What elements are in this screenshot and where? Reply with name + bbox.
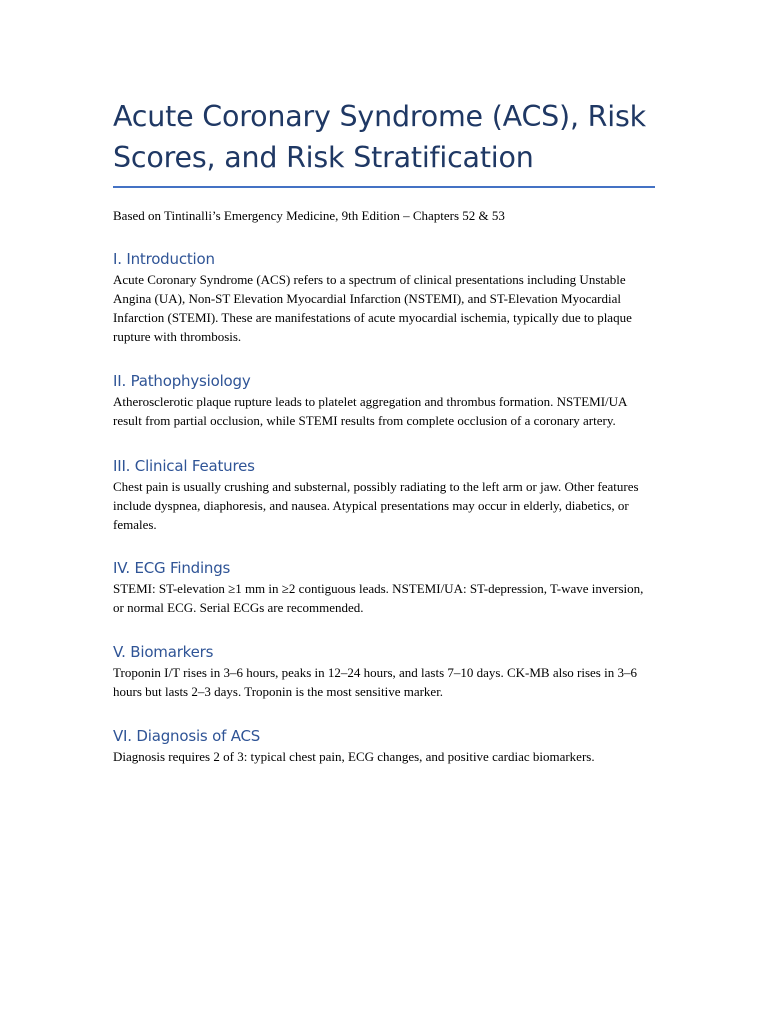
section-body: STEMI: ST-elevation ≥1 mm in ≥2 contiguous leads. NSTEMI/UA: ST-depression, T-wave inversion, or normal ECG. Serial ECGs are recommended. bbox=[113, 580, 644, 615]
document-page bbox=[113, 96, 655, 766]
section-diagnosis bbox=[113, 726, 655, 766]
section-body: Chest pain is usually crushing and substernal, possibly radiating to the left arm or jaw. Other features include dyspnea, diaphoresis, and nausea. Atypical presentations may occur in elderly, diabetics, or females. bbox=[113, 478, 639, 532]
section-pathophysiology bbox=[113, 371, 655, 430]
section-introduction bbox=[113, 249, 655, 346]
document-subtitle: Based on Tintinalli’s Emergency Medicine, 9th Edition – Chapters 52 & 53 bbox=[113, 208, 505, 223]
title-underline-rule bbox=[113, 186, 655, 188]
section-body: Acute Coronary Syndrome (ACS) refers to a spectrum of clinical presentations including Unstable Angina (UA), Non-ST Elevation Myocardial Infarction (NSTEMI), and ST-Elevation Myocardial Infarction (STEMI). These are manifestations of acute myocardial ischemia, typically due to plaque rupture with thrombosis. bbox=[113, 272, 632, 345]
section-heading: VI. Diagnosis of ACS bbox=[113, 727, 261, 746]
section-body: Troponin I/T rises in 3–6 hours, peaks in 12–24 hours, and lasts 7–10 days. CK-MB also rises in 3–6 hours but lasts 2–3 days. Troponin is the most sensitive marker. bbox=[113, 665, 637, 700]
section-heading: I. Introduction bbox=[113, 250, 215, 268]
section-biomarkers bbox=[113, 642, 655, 701]
section-heading: II. Pathophysiology bbox=[113, 372, 251, 391]
section-clinical-features bbox=[113, 456, 655, 534]
section-body: Atherosclerotic plaque rupture leads to platelet aggregation and thrombus formation. NSTEMI/UA result from partial occlusion, while STEMI results from complete occlusion of a coronary artery. bbox=[113, 394, 627, 429]
document-title: Acute Coronary Syndrome (ACS), Risk Scores, and Risk Stratification bbox=[113, 100, 646, 174]
section-heading: III. Clinical Features bbox=[113, 456, 255, 475]
section-body: Diagnosis requires 2 of 3: typical chest pain, ECG changes, and positive cardiac biomarkers. bbox=[113, 749, 595, 765]
section-heading: IV. ECG Findings bbox=[113, 558, 231, 577]
section-heading: V. Biomarkers bbox=[113, 643, 214, 662]
section-ecg-findings bbox=[113, 558, 655, 617]
